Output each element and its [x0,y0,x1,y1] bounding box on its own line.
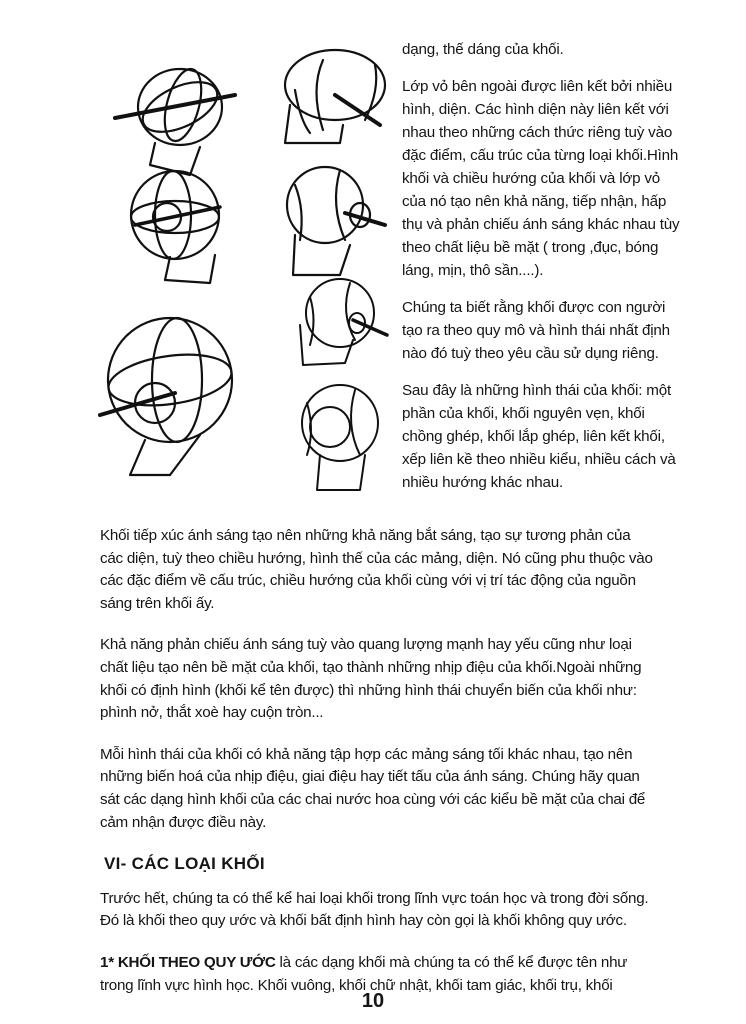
main-body-text [100,525,655,1016]
subsection-text: là các dạng khối mà chúng ta có thể kể được tên như trong lĩnh vực hình học. Khối vuông, khối chữ nhật, khối tam giác, khối trụ, khối [100,953,628,994]
right-paragraph-2: Lớp vỏ bên ngoài được liên kết bởi nhiều hình, diện. Các hình diện này liên kết với nhau theo những cách thức riêng tuỳ vào đặc điểm, cấu trúc của từng loại khối.Hình khối và chiều hướng của khối và lớp vỏ của nó tạo nên khả năng, tiếp nhận, hấp thụ và phản chiếu ánh sáng khác nhau tùy theo chất liệu bề mặt ( trong ,đục, bóng láng, mịn, thô sần....). [402,78,680,279]
sketch-head-1 [285,50,385,143]
body-paragraph-1: Khối tiếp xúc ánh sáng tạo nên những khả năng bắt sáng, tạo sự tương phản của các diện, tuỳ theo chiều hướng, hình thế của các mảng, diện. Nó cũng phu thuộc vào các đặc điểm về cấu trúc, chiều hướng của khối cùng với vị trí tác động của nguồn sáng trên khối ấy. [100,527,653,612]
body-paragraph-2: Khả năng phản chiếu ánh sáng tuỳ vào quang lượng mạnh hay yếu cũng như loại chất liệu tạo nên bề mặt của khối, tạo thành những nhịp điệu của khối.Ngoài những khối có định hình (khối kể tên được) thì những hình thái chuyển biến của khối như: phình nở, thắt xoè hay cuộn tròn... [100,636,642,722]
sketch-sphere-2 [131,171,220,283]
subsection-title: 1* KHỐI THEO QUY ƯỚC [100,953,276,971]
sketch-head-2 [287,167,385,275]
right-column-text [402,38,687,508]
right-paragraph-3: Chúng ta biết rằng khối được con người tạo ra theo quy mô và hình thái nhất định nào đó tuỳ theo yêu cầu sử dụng riêng. [402,299,670,362]
right-paragraph-4: Sau đây là những hình thái của khối: một phần của khối, khối nguyên vẹn, khối chồng ghép, khối lắp ghép, liên kết khối, xếp liên kề theo nhiều kiểu, nhiều cách và nhiều hướng khác nhau. [402,382,676,491]
section-heading: VI- CÁC LOẠI KHỐI [104,854,265,874]
sketch-sphere-3 [100,318,235,475]
sketch-head-4 [302,385,378,490]
page-number: 10 [361,990,385,1012]
sketch-sphere-1 [115,65,235,175]
right-paragraph-1: dạng, thế dáng của khối. [402,41,564,58]
head-construction-sketches [95,35,395,505]
body-paragraph-3: Mỗi hình thái của khối có khả năng tập hợp các mảng sáng tối khác nhau, tạo nên những biến hoá của nhịp điệu, giai điệu hay tiết tấu của ánh sáng. Chúng hãy quan sát các dạng hình khối của các chai nước hoa cùng với các kiểu bề mặt của chai để cảm nhận được điều này. [100,745,646,831]
body-paragraph-4: Trước hết, chúng ta có thể kể hai loại khối trong lĩnh vực toán học và trong đời sống. Đó là khối theo quy ước và khối bất định hình hay còn gọi là khối không quy ước. [100,889,649,930]
sketch-head-3 [300,279,387,365]
